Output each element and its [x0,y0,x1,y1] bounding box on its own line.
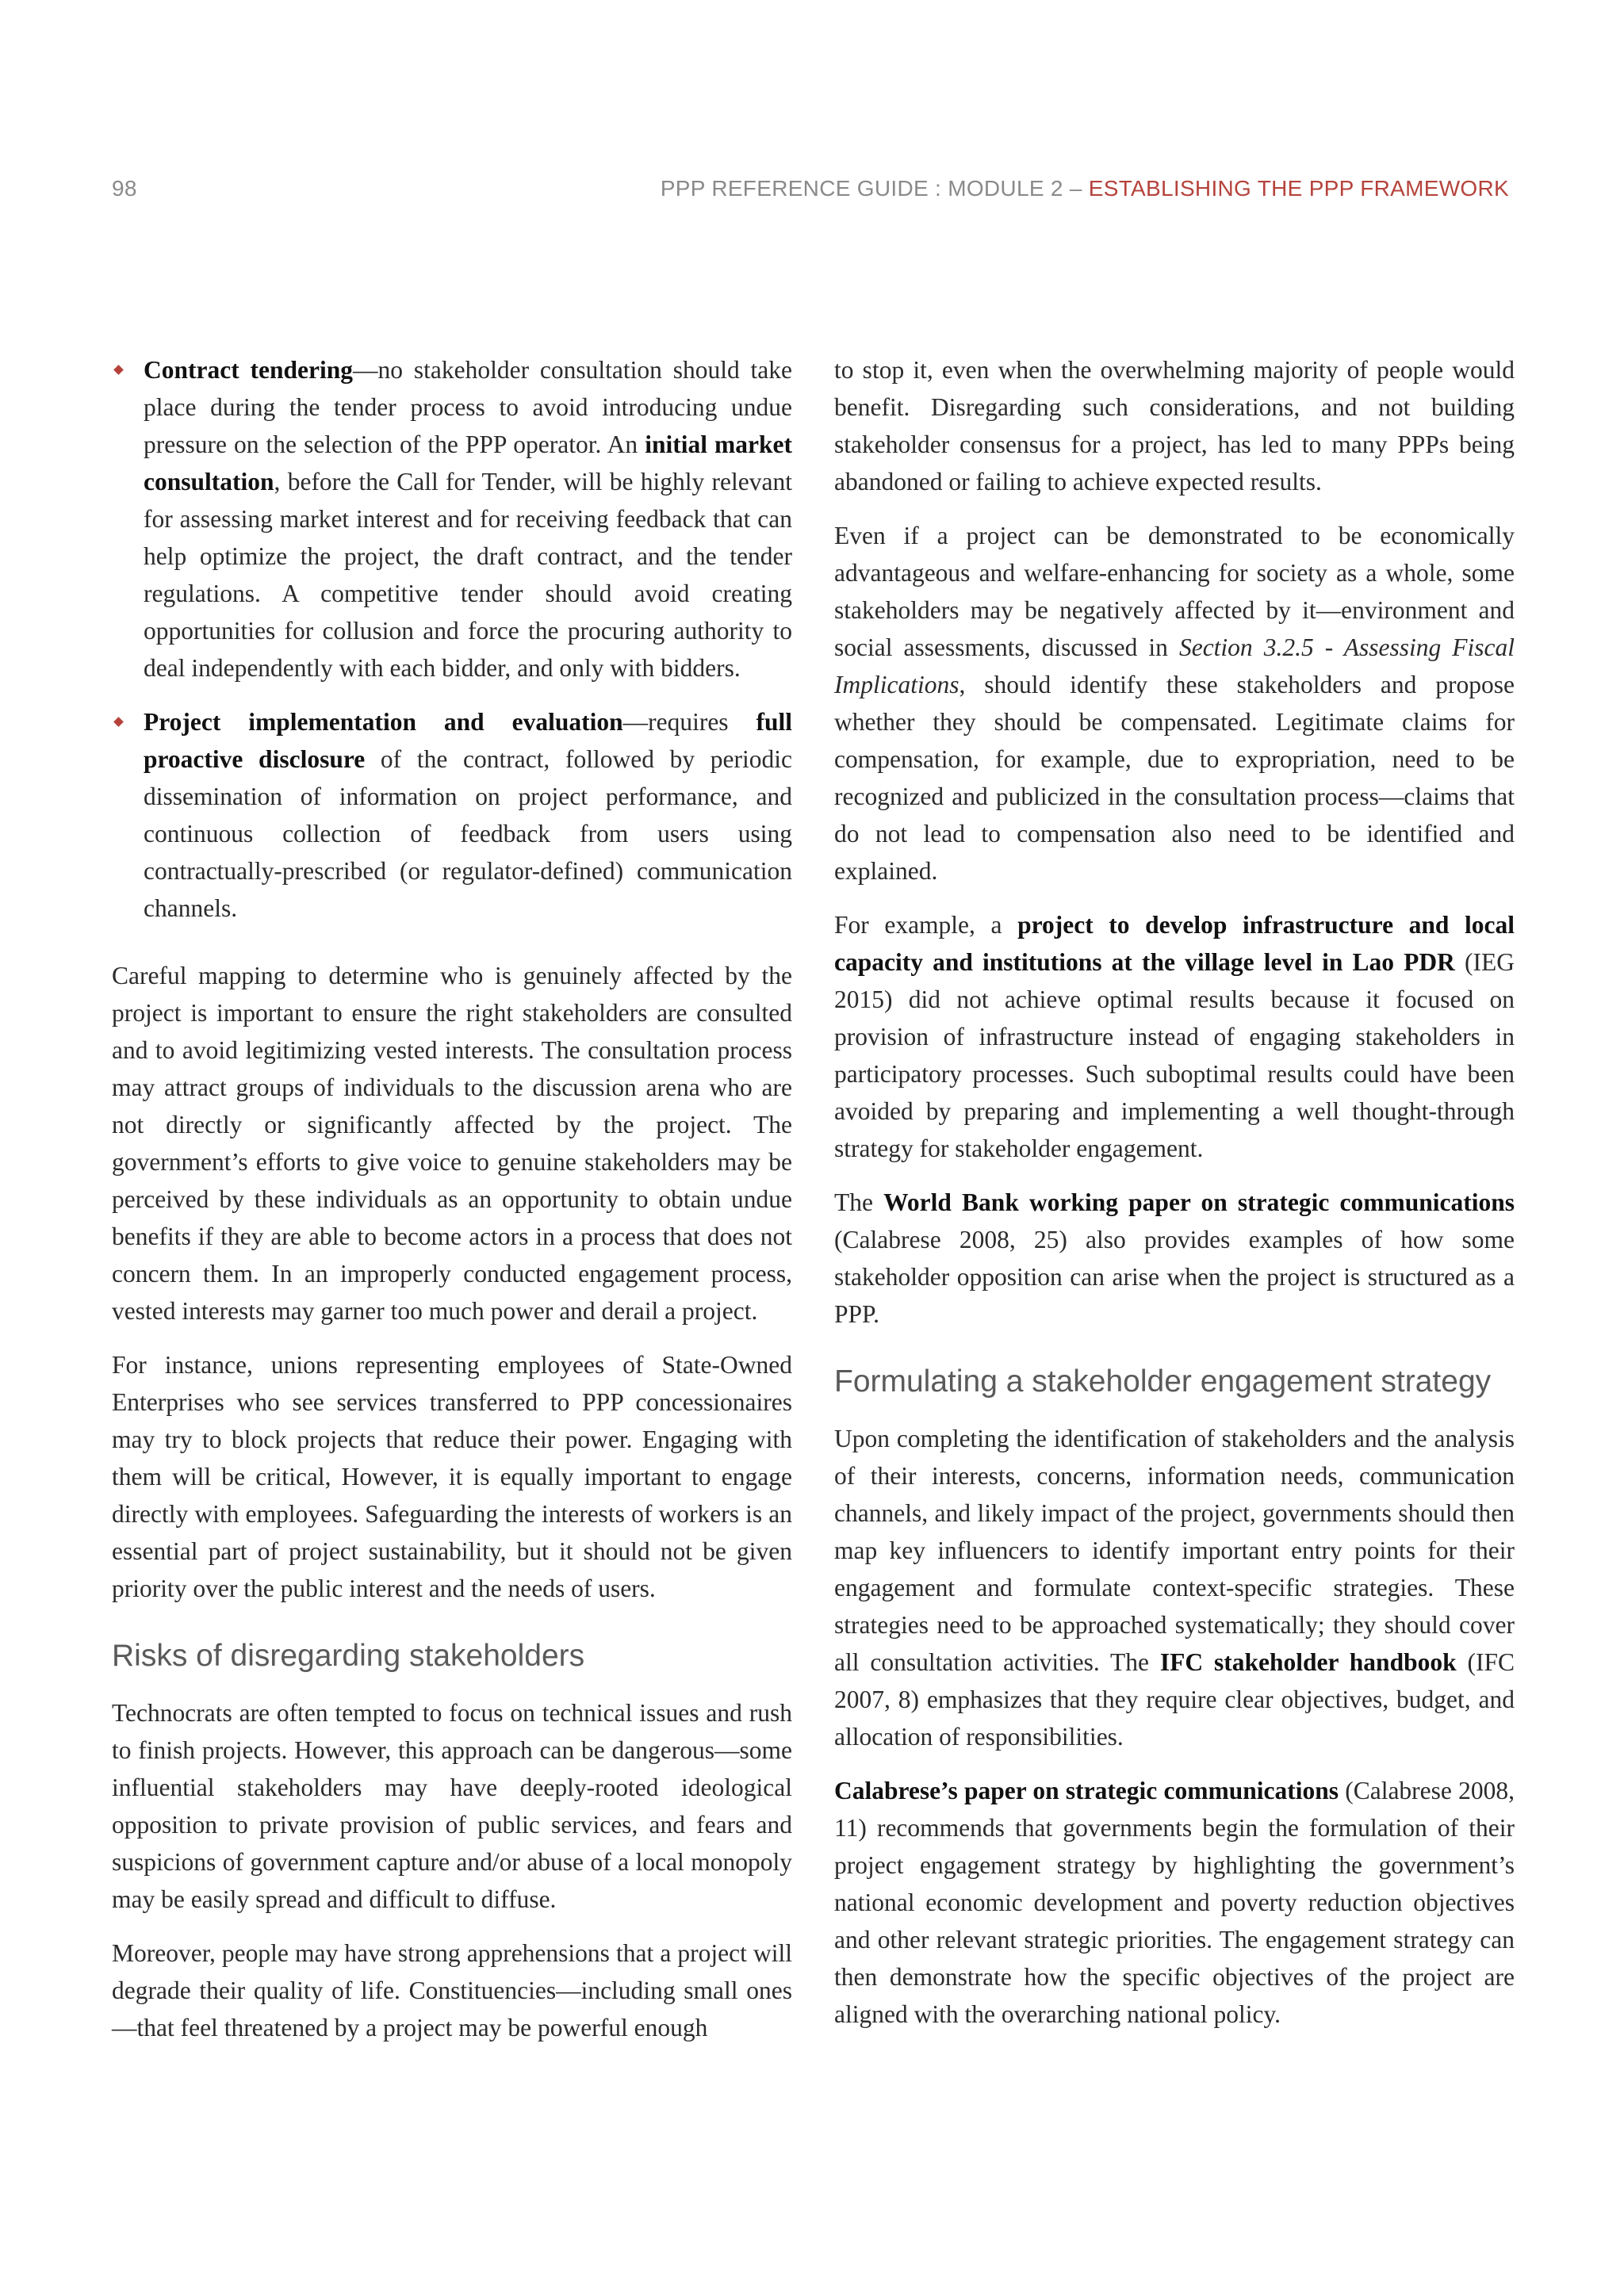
paragraph-moreover: Moreover, people may have strong apprehensions that a project will degrade their quality of life. Constituencies—including small ones—that feel threatened by a project may be powerful enough [112,1939,792,2042]
bullet-term: Project implementation and evaluation [144,708,623,736]
text-part: (IFC 2007, 8) emphasizes that they require clear objectives, budget, and allocation of responsibilities. [834,1648,1515,1751]
guide-title: PPP REFERENCE GUIDE : MODULE 2 – [660,176,1089,201]
text-part: (IEG 2015) did not achieve optimal results because it focused on provision of infrastructure instead of engaging stakeholders in participatory processes. Such suboptimal results could have been avoided by preparing and implementing a well thought-through strategy for stakeholder engagement. [834,948,1515,1162]
text-part: For example, a [834,911,1018,939]
paragraph-unions: For instance, unions representing employees of State-Owned Enterprises who see services transferred to PPP concessionaires may try to block projects that reduce their power. Engaging with them will be critical, However, it is equally important to engage directly with employees. Safeguarding the interests of workers is an essential part of project sustainability, but it should not be given priority over the public interest and the needs of users. [112,1351,792,1602]
paragraph-upon-completing [834,1420,1515,1755]
text-part: Upon completing the identification of stakeholders and the analysis of their interests, concerns, information needs, communication channels, and likely impact of the project, governments should then map key influencers to identify important entry points for their engagement and formulate context-specific strategies. These strategies need to be approached systematically; they should cover all consultation activities. The [834,1425,1515,1676]
bold-term: World Bank working paper on strategic communications [883,1188,1515,1216]
bullet-term: Contract tendering [144,356,354,384]
section-reference: Section 3.2.5 - Assessing Fiscal Implications [834,633,1515,698]
paragraph-calabrese [834,1772,1515,2033]
paragraph-for-example [834,906,1515,1167]
bullet-text [144,703,792,927]
page-header [112,176,1509,208]
bullet-text-part: , before the Call for Tender, will be highly relevant for assessing market interest and for receiving feedback that can help optimize the project, the draft contract, and the tender regulations. A competitive tender should avoid creating opportunities for collusion and force the procuring authority to deal independently with each bidder, and only with bidders. [144,468,792,682]
text-part: (Calabrese 2008, 11) recommends that governments begin the formulation of their project engagement strategy by highlighting the government’s national economic development and poverty reduction objectives and other relevant strategic priorities. The engagement strategy can then demonstrate how the specific objectives of the project are aligned with the overarching national policy. [834,1777,1515,2028]
bullet-text-part: —no stakeholder consultation should take place during the tender process to avoid introducing undue pressure on the selection of the PPP operator. An [144,356,792,458]
paragraph-even-if [834,517,1515,890]
paragraph-continued: to stop it, even when the overwhelming majority of people would benefit. Disregarding such considerations, and not building stakeholder consensus for a project, has led to many PPPs being abandoned or failing to achieve expected results. [834,356,1515,496]
text-part: Even if a project can be demonstrated to be economically advantageous and welfare-enhancing for society as a whole, some stakeholders may be negatively affected by it—environment and social assessments, discussed in [834,522,1515,661]
bold-term: IFC stakeholder handbook [1159,1648,1457,1676]
page-number: 98 [112,176,137,201]
right-column [834,351,1515,2049]
bold-term: Calabrese’s paper on strategic communications [834,1777,1339,1804]
bullet-text [144,351,792,687]
left-column [112,351,792,2063]
paragraph-careful-mapping: Careful mapping to determine who is genuinely affected by the project is important to ensure the right stakeholders are consulted and to avoid legitimizing vested interests. The consultation process may attract groups of individuals to the discussion arena who are not directly or significantly affected by the project. The government’s efforts to give voice to genuine stakeholders may be perceived by these individuals as an opportunity to obtain undue benefits if they are able to become actors in a process that does not concern them. In an improperly conducted engagement process, vested interests may garner too much power and derail a project. [112,962,792,1325]
bullet-list [112,351,792,927]
bullet-item-project-implementation [112,703,792,927]
section-heading-formulating: Formulating a stakeholder engagement strategy [834,1364,1492,1399]
text-part: The [834,1188,884,1216]
paragraph-technocrats: Technocrats are often tempted to focus on technical issues and rush to finish projects. However, this approach can be dangerous—some influential stakeholders may have deeply-rooted ideological opposition to private provision of public services, and fears and suspicions of government capture and/or abuse of a local monopoly may be easily spread and difficult to diffuse. [112,1699,792,1913]
bold-term: initial market consultation [144,430,792,496]
bold-term: project to develop infrastructure and local capacity and institutions at the village level in Lao PDR [834,911,1515,976]
section-heading-risks: Risks of disregarding stakeholders [112,1639,585,1673]
text-part: (Calabrese 2008, 25) also provides examples of how some stakeholder opposition can arise when the project is structured as a PPP. [834,1226,1515,1328]
bullet-text-part: —requires [622,708,756,736]
diamond-bullet-icon [113,717,124,727]
bullet-text-part: of the contract, followed by periodic dissemination of information on project performance, and continuous collection of feedback from users using contractually-prescribed (or regulator-defined) communication channels. [144,745,792,922]
paragraph-world-bank [834,1184,1515,1333]
bold-term: full proactive disclosure [144,708,792,773]
text-part: , should identify these stakeholders and propose whether they should be compensated. Legitimate claims for compensation, for example, due to expropriation, need to be recognized and publicized in the consultation process—claims that do not lead to compensation also need to be identified and explained. [834,671,1515,885]
module-title: ESTABLISHING THE PPP FRAMEWORK [1088,176,1509,201]
bullet-item-contract-tendering [112,351,792,687]
diamond-bullet-icon [113,365,124,375]
running-head [661,176,1509,201]
